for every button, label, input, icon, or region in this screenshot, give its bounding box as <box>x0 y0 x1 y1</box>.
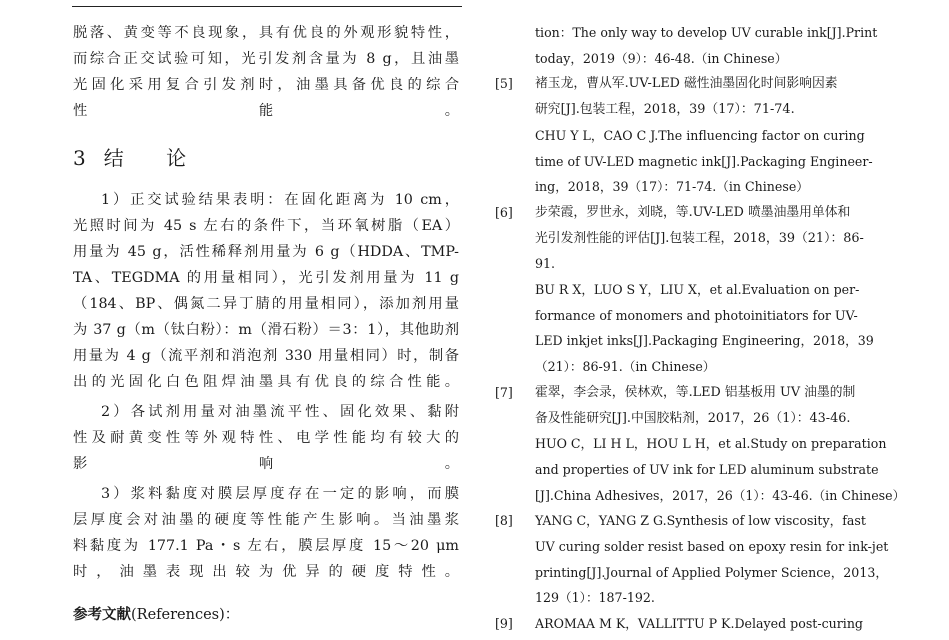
text-line: 为 37 g（m（钛白粉）：m（滑石粉）＝3：1），其他助剂 <box>73 322 459 338</box>
section-title: 结 论 <box>103 146 205 170</box>
conclusion-paragraph-2 <box>73 399 459 477</box>
right-column <box>495 20 906 637</box>
text-line-content: 性能。 <box>73 103 459 119</box>
reference-line: BU R X，LUO S Y，LIU X，et al.Evaluation on per- <box>535 282 860 298</box>
reference-item <box>495 380 906 509</box>
reference-body <box>535 508 889 611</box>
reference-line: formance of monomers and photoinitiators for UV- <box>535 307 858 323</box>
conclusion-paragraph-3 <box>73 481 459 585</box>
reference-line: YANG C，YANG Z G.Synthesis of low viscosity，fast <box>535 513 866 529</box>
reference-number: [8] <box>495 513 513 529</box>
reference-item <box>495 508 889 611</box>
reference-line: ing，2018，39（17）：71-74.（in Chinese） <box>535 179 809 195</box>
text-line-content: 时，油墨表现出较为优异的硬度特性。 <box>73 564 459 580</box>
text-line: 脱落、黄变等不良现象，具有优良的外观形貌特性， <box>73 25 459 41</box>
reference-line: AROMAA M K，VALLITTU P K.Delayed post-curing <box>535 616 863 632</box>
reference-item <box>495 71 880 200</box>
references-heading <box>73 603 459 624</box>
text-line: 1）正交试验结果表明：在固化距离为 10 cm， <box>101 192 459 208</box>
reference-item <box>495 611 880 637</box>
text-line: 料黏度为 177.1 Pa・s 左右，膜层厚度 15～20 μm <box>73 538 459 554</box>
reference-line: LED inkjet inks[J].Packaging Engineering，2018，39 <box>535 333 874 349</box>
reference-line: CHU Y L，CAO C J.The influencing factor on curing <box>535 127 865 143</box>
left-column <box>73 20 459 624</box>
text-line: 光固化采用复合引发剂时，油墨具备优良的综合 <box>73 77 459 93</box>
intro-paragraph <box>73 20 459 124</box>
reference-line: 步荣霞，罗世永，刘晓，等.UV-LED 喷墨油墨用单体和 <box>535 204 851 220</box>
reference-line: 备及性能研究[J].中国胶粘剂，2017，26（1）：43-46. <box>535 410 851 426</box>
text-line: 3）浆料黏度对膜层厚度存在一定的影响，而膜 <box>101 486 459 502</box>
reference-line: 褚玉龙，曹从军.UV-LED 磁性油墨固化时间影响因素 <box>535 76 838 92</box>
section-number: 3 <box>73 146 88 170</box>
reference-line: time of UV-LED magnetic ink[J].Packaging Engineer- <box>535 153 873 169</box>
reference-line: HUO C，LI H L，HOU L H，et al.Study on preparation <box>535 436 887 452</box>
reference-number: [9] <box>495 616 513 632</box>
text-line: 性及耐黄变性等外观特性、电学性能均有较大的 <box>73 430 459 446</box>
text-line: TA、TEGDMA 的用量相同），光引发剂用量为 11 g <box>73 270 459 286</box>
text-line-last <box>73 559 459 585</box>
text-line-last <box>73 451 459 477</box>
text-line-last <box>73 98 459 124</box>
reference-line: [J].China Adhesives，2017，26（1）：43-46.（in Chinese） <box>535 487 906 503</box>
reference-number: [5] <box>495 76 513 92</box>
reference-body <box>535 20 880 71</box>
reference-line: （21）：86-91.（in Chinese） <box>535 359 716 375</box>
reference-line: 91. <box>535 256 556 272</box>
text-line: 用量为 4 g（流平剂和消泡剂 330 用量相同）时，制备 <box>73 348 459 364</box>
reference-item <box>495 20 880 71</box>
reference-line: 129（1）：187-192. <box>535 590 655 606</box>
conclusion-paragraph-1 <box>73 187 459 395</box>
reference-line: 霍翠，李会录，侯林欢，等.LED 铝基板用 UV 油墨的制 <box>535 384 856 400</box>
section-heading <box>73 142 459 171</box>
reference-line: today，2019（9）：46-48.（in Chinese） <box>535 50 788 66</box>
text-line: 用量为 45 g，活性稀释剂用量为 6 g（HDDA、TMP- <box>73 244 459 260</box>
reference-body <box>535 200 880 380</box>
reference-line: printing[J].Journal of Applied Polymer Science，2013， <box>535 564 888 580</box>
reference-body <box>535 611 880 637</box>
text-line: 层厚度会对油墨的硬度等性能产生影响。当油墨浆 <box>73 512 459 528</box>
references-heading-en: (References)： <box>131 607 240 623</box>
reference-number: [7] <box>495 384 513 400</box>
text-line: （184、BP、偶氮二异丁腈的用量相同），添加剂用量 <box>73 296 459 312</box>
reference-line: 研究[J].包装工程，2018，39（17）：71-74. <box>535 102 795 118</box>
text-line: 出的光固化白色阻焊油墨具有优良的综合性能。 <box>73 374 459 390</box>
text-line: 而综合正交试验可知，光引发剂含量为 8 g，且油墨 <box>73 51 459 67</box>
reference-line: and properties of UV ink for LED aluminum substrate <box>535 461 879 477</box>
references-heading-zh: 参考文献 <box>73 606 131 623</box>
top-rule <box>72 6 462 7</box>
reference-line: tion：The only way to develop UV curable ink[J].Print <box>535 25 878 40</box>
reference-body <box>535 71 880 200</box>
reference-body <box>535 380 906 509</box>
reference-line: 光引发剂性能的评估[J].包装工程，2018，39（21）：86- <box>535 230 864 246</box>
reference-item <box>495 200 880 380</box>
text-line-content: 影响。 <box>73 456 459 472</box>
reference-line: UV curing solder resist based on epoxy resin for ink-jet <box>535 539 889 555</box>
reference-number: [6] <box>495 204 513 220</box>
text-line: 光照时间为 45 s 左右的条件下，当环氧树脂（EA） <box>73 218 459 234</box>
text-line: 2）各试剂用量对油墨流平性、固化效果、黏附 <box>101 404 459 420</box>
